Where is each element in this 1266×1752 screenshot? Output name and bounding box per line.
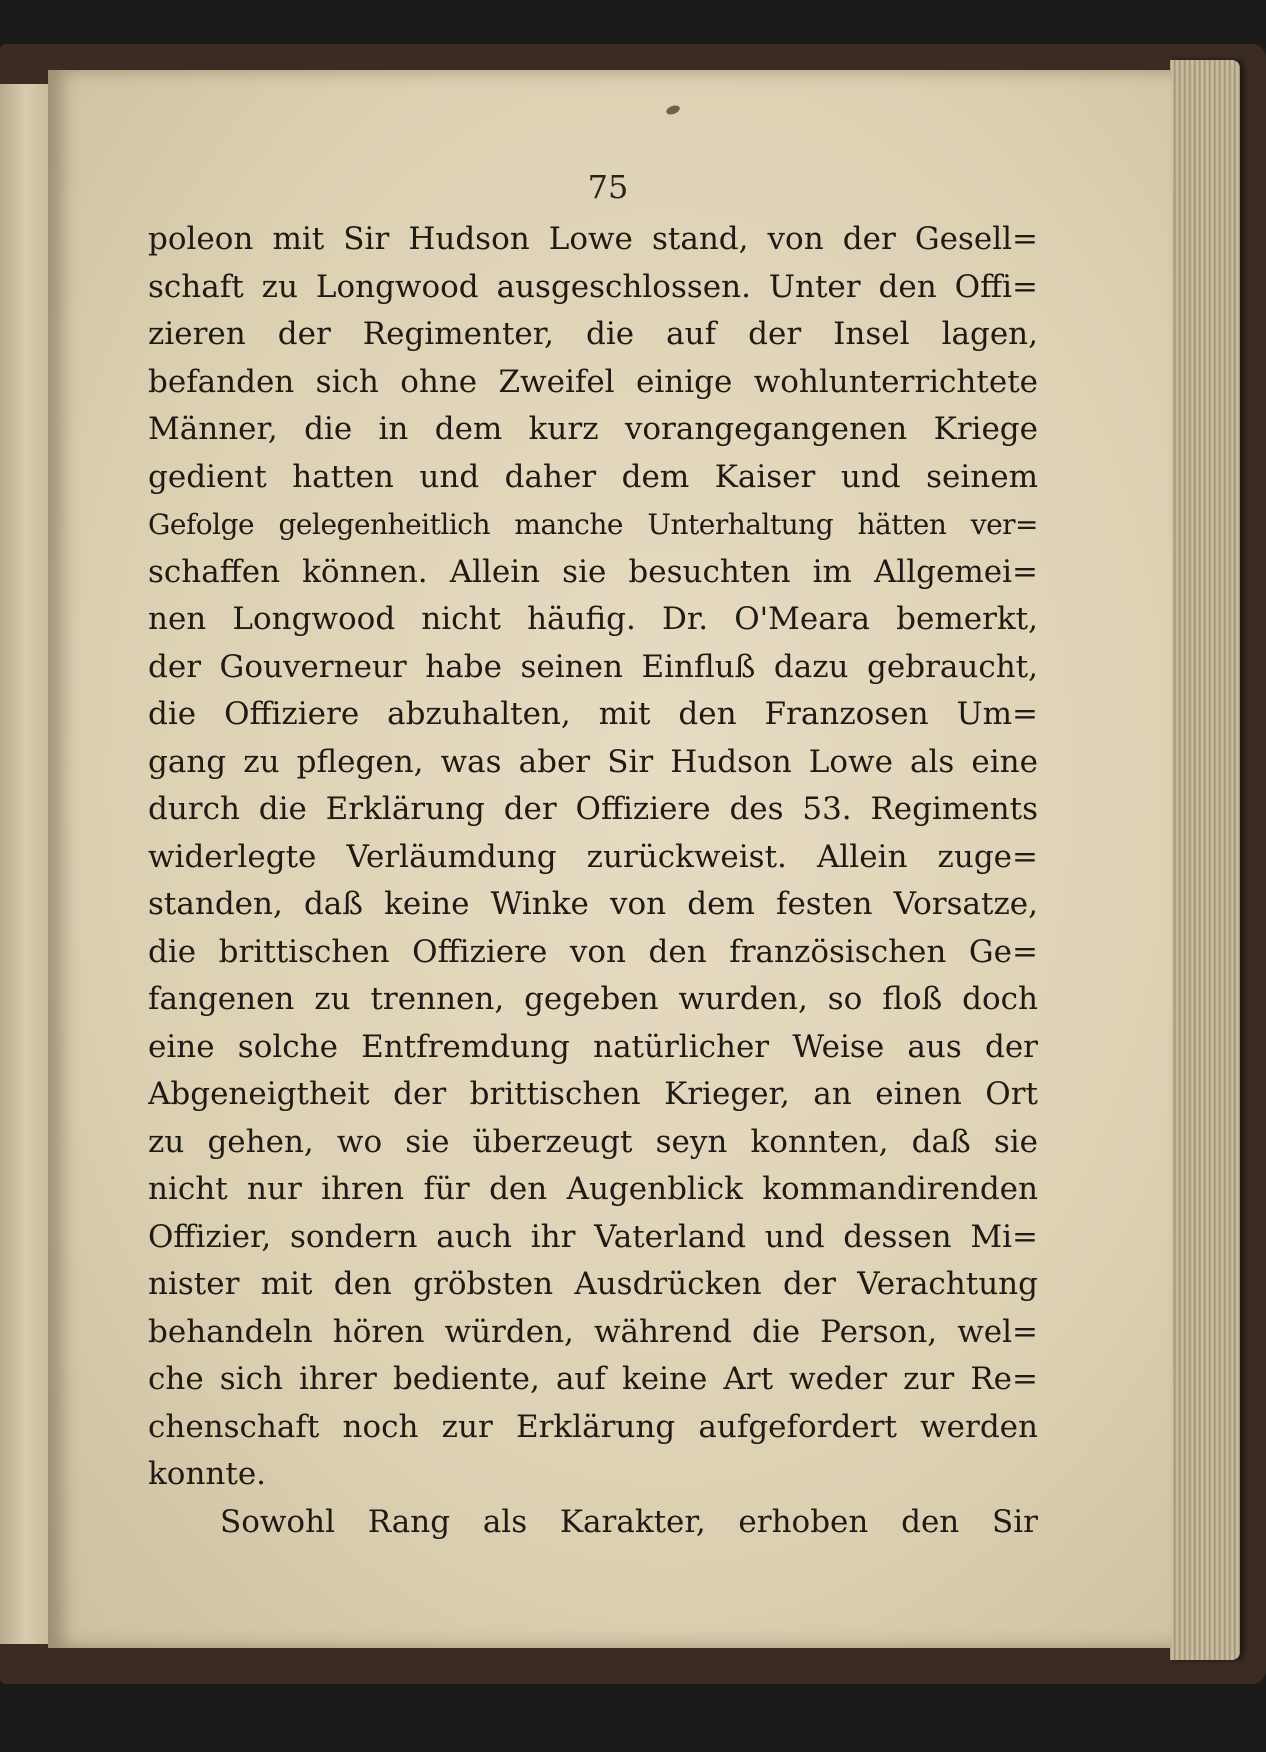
text-line: fangenen zu trennen, gegeben wurden, so floß doch xyxy=(148,981,1038,1017)
text-line: gang zu pflegen, was aber Sir Hudson Lowe als eine xyxy=(148,743,1038,780)
text-line: zieren der Regimenter, die auf der Insel lagen, xyxy=(148,316,1038,352)
text-line: nister mit den gröbsten Ausdrücken der Verachtung xyxy=(148,1266,1038,1302)
text-line: Sowohl Rang als Karakter, erhoben den Sir xyxy=(220,1503,1038,1540)
left-page-edge xyxy=(0,84,50,1644)
text-line: nicht nur ihren für den Augenblick kommandirenden xyxy=(148,1171,1038,1207)
text-line: chenschaft noch zur Erklärung aufgefordert werden xyxy=(148,1408,1038,1445)
text-line: konnte. xyxy=(148,1456,267,1492)
text-line: eine solche Entfremdung natürlicher Weise aus der xyxy=(148,1028,1038,1065)
text-line: befanden sich ohne Zweifel einige wohlunterrichtete xyxy=(148,363,1038,400)
text-line: standen, daß keine Winke von dem festen Vorsatze, xyxy=(148,886,1038,922)
text-line: widerlegte Verläumdung zurückweist. Allein zuge= xyxy=(148,838,1038,875)
text-line: der Gouverneur habe seinen Einfluß dazu gebraucht, xyxy=(148,648,1038,685)
text-line: zu gehen, wo sie überzeugt seyn konnten, daß sie xyxy=(148,1123,1038,1160)
page-edges xyxy=(1170,60,1240,1660)
book-page xyxy=(48,70,1172,1648)
text-line: schaft zu Longwood ausgeschlossen. Unter den Offi= xyxy=(148,268,1038,305)
ink-smudge xyxy=(665,104,681,116)
text-line: Offizier, sondern auch ihr Vaterland und dessen Mi= xyxy=(148,1218,1038,1255)
text-line: poleon mit Sir Hudson Lowe stand, von der Gesell= xyxy=(148,221,1038,257)
text-line: Abgeneigtheit der brittischen Krieger, an einen Ort xyxy=(148,1076,1038,1112)
text-line: gedient hatten und daher dem Kaiser und seinem xyxy=(148,458,1038,495)
text-line: behandeln hören würden, während die Person, wel= xyxy=(148,1313,1038,1350)
text-line: nen Longwood nicht häufig. Dr. O'Meara bemerkt, xyxy=(148,601,1038,637)
page-number: 75 xyxy=(587,168,629,206)
text-line: schaffen können. Allein sie besuchten im Allgemei= xyxy=(148,553,1038,590)
text-line: die Offiziere abzuhalten, mit den Franzosen Um= xyxy=(148,696,1038,732)
text-line: Gefolge gelegenheitlich manche Unterhaltung hätten ver= xyxy=(148,508,1038,541)
body-text xyxy=(148,216,1038,1546)
text-line: Männer, die in dem kurz vorangegangenen Kriege xyxy=(148,411,1038,447)
text-line: durch die Erklärung der Offiziere des 53. Regiments xyxy=(148,791,1038,827)
text-line: che sich ihrer bediente, auf keine Art weder zur Re= xyxy=(148,1361,1038,1397)
text-line: die brittischen Offiziere von den französischen Ge= xyxy=(148,933,1038,970)
